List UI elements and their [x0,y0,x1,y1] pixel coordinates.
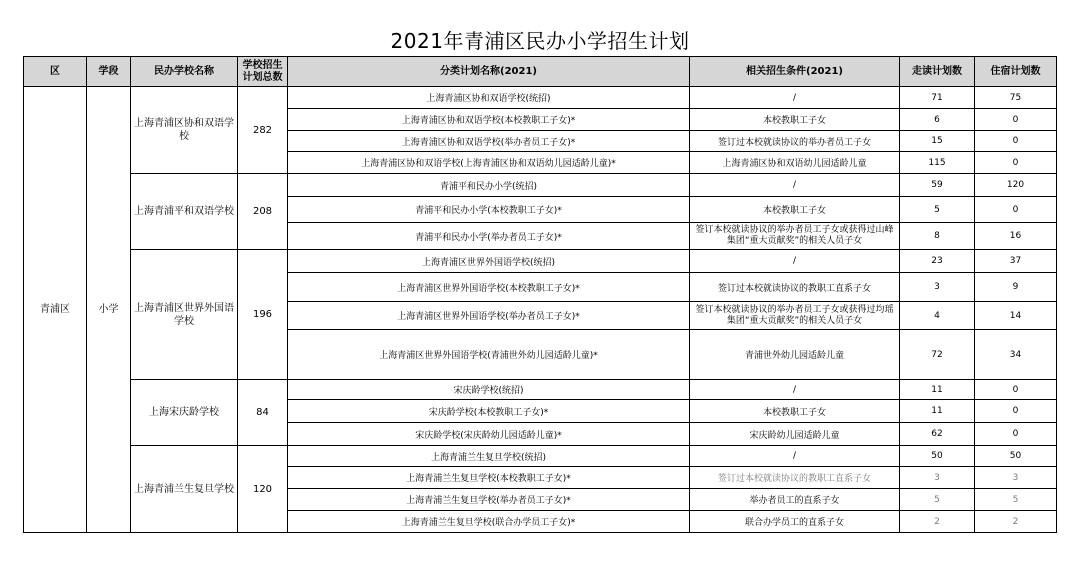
condition-cell: / [690,87,900,109]
condition-cell: 签订过本校就读协议的教职工直系子女 [690,467,900,489]
category-cell: 上海青浦区协和双语学校(统招) [288,87,690,109]
condition-cell: 签订过本校就读协议的教职工直系子女 [690,273,900,302]
category-cell: 上海青浦区世界外国语学校(举办者员工子女)* [288,302,690,330]
table-row [24,250,1057,273]
day-plan-cell: 5 [900,197,975,223]
school-name-cell: 上海青浦区协和双语学校 [131,87,238,174]
category-cell: 上海青浦区世界外国语学校(青浦世外幼儿园适龄儿童)* [288,330,690,380]
day-plan-cell: 11 [900,380,975,400]
day-plan-cell: 23 [900,250,975,273]
category-cell: 上海青浦区协和双语学校(举办者员工子女)* [288,131,690,152]
category-cell: 上海青浦兰生复旦学校(联合办学员工子女)* [288,511,690,533]
school-name-cell: 上海青浦兰生复旦学校 [131,446,238,533]
board-plan-cell: 50 [975,446,1057,467]
school-total-cell: 196 [238,250,288,380]
condition-cell: 签订本校就读协议的举办者员工子女或获得过山峰集团“重大贡献奖”的相关人员子女 [690,223,900,250]
header-conditions: 相关招生条件(2021) [690,57,900,87]
condition-cell: 本校教职工子女 [690,197,900,223]
board-plan-cell: 0 [975,400,1057,423]
condition-cell: / [690,446,900,467]
board-plan-cell: 0 [975,380,1057,400]
board-plan-cell: 0 [975,109,1057,131]
day-plan-cell: 3 [900,273,975,302]
day-plan-cell: 11 [900,400,975,423]
category-cell: 宋庆龄学校(本校教职工子女)* [288,400,690,423]
condition-cell: 举办者员工的直系子女 [690,489,900,511]
condition-cell: 上海青浦区协和双语幼儿园适龄儿童 [690,152,900,174]
board-plan-cell: 0 [975,131,1057,152]
category-cell: 青浦平和民办小学(本校教职工子女)* [288,197,690,223]
board-plan-cell: 9 [975,273,1057,302]
stage-cell: 小学 [87,87,131,533]
day-plan-cell: 2 [900,511,975,533]
district-cell: 青浦区 [24,87,87,533]
condition-cell: 宋庆龄幼儿园适龄儿童 [690,423,900,446]
category-cell: 上海青浦区协和双语学校(上海青浦区协和双语幼儿园适龄儿童)* [288,152,690,174]
condition-cell: / [690,250,900,273]
day-plan-cell: 4 [900,302,975,330]
day-plan-cell: 62 [900,423,975,446]
header-board-plan: 住宿计划数 [975,57,1057,87]
table-row [24,174,1057,197]
condition-cell: 本校教职工子女 [690,109,900,131]
table-row [24,380,1057,400]
school-total-cell: 84 [238,380,288,446]
table-row [24,87,1057,109]
category-cell: 上海青浦兰生复旦学校(本校教职工子女)* [288,467,690,489]
school-name-cell: 上海宋庆龄学校 [131,380,238,446]
condition-cell: / [690,380,900,400]
header-district: 区 [24,57,87,87]
header-stage: 学段 [87,57,131,87]
category-cell: 上海青浦区世界外国语学校(本校教职工子女)* [288,273,690,302]
condition-cell: 签订本校就读协议的举办者员工子女或获得过均瑶集团“重大贡献奖”的相关人员子女 [690,302,900,330]
day-plan-cell: 6 [900,109,975,131]
category-cell: 青浦平和民办小学(举办者员工子女)* [288,223,690,250]
page-title: 2021年青浦区民办小学招生计划 [390,29,690,53]
board-plan-cell: 120 [975,174,1057,197]
category-cell: 宋庆龄学校(宋庆龄幼儿园适龄儿童)* [288,423,690,446]
board-plan-cell: 0 [975,423,1057,446]
header-row [24,57,1057,87]
category-cell: 上海青浦区世界外国语学校(统招) [288,250,690,273]
day-plan-cell: 8 [900,223,975,250]
header-category: 分类计划名称(2021) [288,57,690,87]
condition-cell: / [690,174,900,197]
day-plan-cell: 72 [900,330,975,380]
enrollment-plan-table [23,56,1057,533]
school-total-cell: 282 [238,87,288,174]
category-cell: 青浦平和民办小学(统招) [288,174,690,197]
day-plan-cell: 15 [900,131,975,152]
header-day-plan: 走读计划数 [900,57,975,87]
board-plan-cell: 16 [975,223,1057,250]
board-plan-cell: 34 [975,330,1057,380]
condition-cell: 本校教职工子女 [690,400,900,423]
board-plan-cell: 0 [975,152,1057,174]
board-plan-cell: 37 [975,250,1057,273]
condition-cell: 签订过本校就读协议的举办者员工子女 [690,131,900,152]
day-plan-cell: 5 [900,489,975,511]
school-name-cell: 上海青浦平和双语学校 [131,174,238,250]
board-plan-cell: 14 [975,302,1057,330]
condition-cell: 青浦世外幼儿园适龄儿童 [690,330,900,380]
day-plan-cell: 50 [900,446,975,467]
category-cell: 宋庆龄学校(统招) [288,380,690,400]
table-row [24,446,1057,467]
day-plan-cell: 59 [900,174,975,197]
board-plan-cell: 0 [975,197,1057,223]
school-name-cell: 上海青浦区世界外国语学校 [131,250,238,380]
day-plan-cell: 3 [900,467,975,489]
board-plan-cell: 75 [975,87,1057,109]
school-total-cell: 208 [238,174,288,250]
board-plan-cell: 2 [975,511,1057,533]
header-school-name: 民办学校名称 [131,57,238,87]
day-plan-cell: 115 [900,152,975,174]
header-total: 学校招生计划总数 [238,57,288,87]
board-plan-cell: 5 [975,489,1057,511]
board-plan-cell: 3 [975,467,1057,489]
category-cell: 上海青浦兰生复旦学校(统招) [288,446,690,467]
category-cell: 上海青浦区协和双语学校(本校教职工子女)* [288,109,690,131]
day-plan-cell: 71 [900,87,975,109]
condition-cell: 联合办学员工的直系子女 [690,511,900,533]
category-cell: 上海青浦兰生复旦学校(举办者员工子女)* [288,489,690,511]
school-total-cell: 120 [238,446,288,533]
